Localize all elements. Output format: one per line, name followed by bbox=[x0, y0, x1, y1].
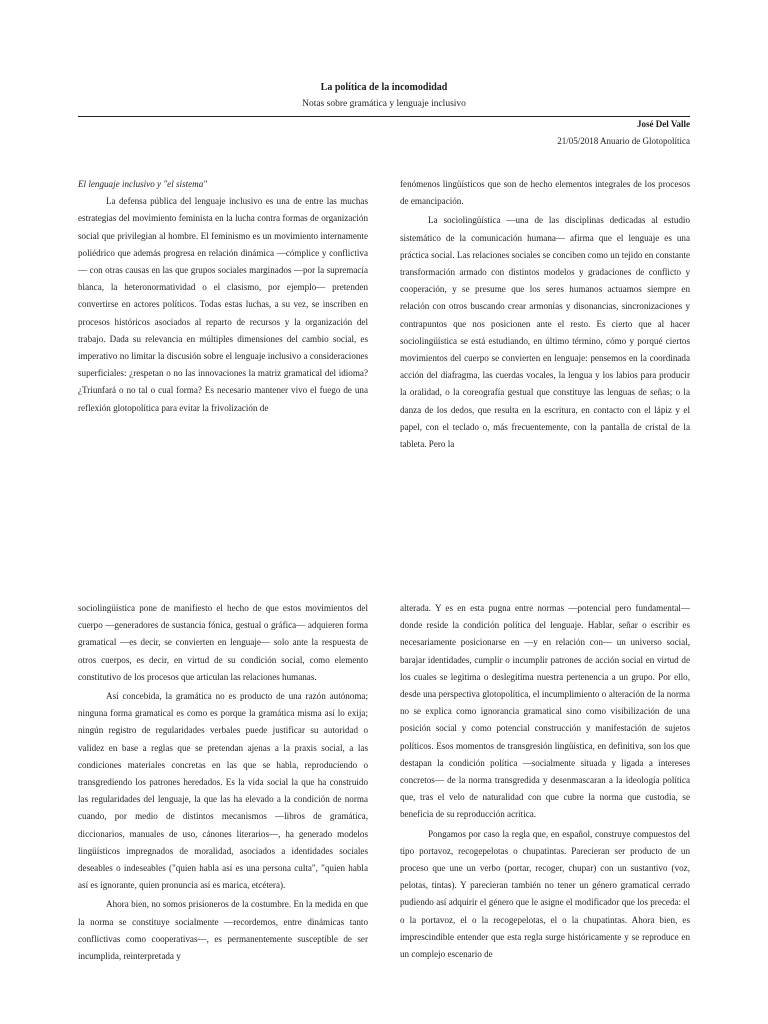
paragraph: Pongamos por caso la regla que, en español, construye compuestos del tipo portavoz, recogepelotas o chupatintas. Parecieran ser producto de un proceso que une un verbo (portar, recoger, chupar) con un sustantivo (voz, pelotas, tintas). Y parecieran también no tener un género gramatical cerrado pudiendo así adquirir el género que le asigne el modificador que los preceda: el o la portavoz, el o la recogepelotas, el o la chupatintas. Ahora bien, es imprescindible entender que esta regla surge históricamente y se reproduce en un complejo escenario de bbox=[400, 828, 690, 960]
document-subtitle: Notas sobre gramática y lenguaje inclusivo bbox=[302, 99, 466, 109]
column-3 bbox=[78, 600, 368, 967]
date-source: 21/05/2018 Anuario de Glotopolítica bbox=[557, 136, 690, 146]
section-heading: El lenguaje inclusivo y "el sistema" bbox=[78, 179, 208, 189]
author-name: José Del Valle bbox=[637, 119, 690, 129]
document-title: La política de la incomodidad bbox=[320, 82, 448, 93]
column-2 bbox=[400, 176, 690, 455]
paragraph: fenómenos lingüísticos que son de hecho elementos integrales de los procesos de emancipación. bbox=[400, 179, 690, 207]
paragraph: Así concebida, la gramática no es producto de una razón autónoma; ninguna forma gramatical es como es porque la gramática misma así lo exija; ningún registro de regularidades verbales puede justificar su autoridad o validez en base a reglas que se pretendan ajenas a la praxis social, a las condiciones materiales concretas en las que se habla, reproduciendo o transgrediendo los patrones heredados. Es la vida social la que ha construido las regularidades del lenguaje, la que las ha elevado a la condición de norma cuando, por medio de distintos mecanismos —libros de gramática, diccionarios, manuales de uso, cánones literarios—, ha generado modelos lingüísticos impregnados de moralidad, asociados a identidades sociales deseables o indeseables ("quien habla así es una persona culta", "quien habla así es ignorante, quien pronuncia así es marica, etcétera). bbox=[78, 691, 368, 891]
paragraph: La defensa pública del lenguaje inclusivo es una de entre las muchas estrategias del movimiento feminista en la lucha contra formas de organización social que privilegian al hombre. El feminismo es un movimiento internamente poliédrico que además progresa en relación dinámica —cómplice y conflictiva— con otras causas en las que grupos sociales marginados —por la supremacía blanca, la heteronormatividad o el clasismo, por ejemplo— pretenden convertirse en actores políticos. Todas estas luchas, a su vez, se inscriben en procesos históricos asociados al reparto de recursos y la organización del trabajo. Dada su relevancia en múltiples dimensiones del cambio social, es imperativo no limitar la discusión sobre el lenguaje inclusivo a consideraciones superficiales: ¿respetan o no las innovaciones la matriz gramatical del idioma? ¿Triunfará o no tal o cual forma? Es necesario mantener vivo el fuego de una reflexión glotopolítica para evitar la frivolización de bbox=[78, 196, 368, 413]
column-1 bbox=[78, 176, 368, 419]
paragraph: alterada. Y es en esta pugna entre normas —potencial pero fundamental— donde reside la condición política del lenguaje. Hablar, señar o escribir es necesariamente posicionarse en —y en relación con— un universo social, barajar identidades, cumplir o incumplir patrones de acción social en virtud de los cuales se legitima o deslegitima nuestra pertenencia a un grupo. Por ello, desde una perspectiva glotopolítica, el incumplimiento o alteración de la norma no se explica como ignorancia gramatical sino como visibilización de una posición social y como potencial construcción y manifestación de sujetos políticos. Esos momentos de transgresión lingüística, en definitiva, son los que destapan la condición política —socialmente situada y ligada a intereses concretos— de la norma transgredida y desenmascaran a la ideología política que, tras el velo de naturalidad con que cubre la norma que custodia, se beneficia de su reproducción acrítica. bbox=[400, 603, 690, 820]
column-4 bbox=[400, 600, 690, 965]
paragraph: sociolingüística pone de manifiesto el hecho de que estos movimientos del cuerpo —generadores de sustancia fónica, gestual o gráfica— adquieren forma gramatical —es decir, se convierten en lenguaje— solo ante la respuesta de otros cuerpos, es decir, en virtud de su condición social, como elemento constitutivo de los procesos que articulan las relaciones humanas. bbox=[78, 603, 368, 682]
header-rule bbox=[78, 116, 690, 117]
paragraph: La sociolingüística —una de las disciplinas dedicadas al estudio sistemático de la comunicación humana— afirma que el lenguaje es una práctica social. Las relaciones sociales se conciben como un tejido en constante transformación armado con distintos modelos y gradaciones de conflicto y cooperación, y se presume que los seres humanos actuamos siempre en relación con otros buscando crear armonías y disonancias, sincronizaciones y contrapuntos que nos posicionen ante el resto. Es cierto que al hacer sociolingüística se está estudiando, en último término, cómo y porqué ciertos movimientos del cuerpo se convierten en lenguaje: pensemos en la coordinada acción del diafragma, las cuerdas vocales, la lengua y los labios para producir la oralidad, o la coreografía gestual que constituye las lenguas de señas; o la danza de los dedos, que resulta en la escritura, en contacto con el lápiz y el papel, con el teclado o, más frecuentemente, con la pantalla de cristal de la tableta. Pero la bbox=[400, 215, 690, 450]
paragraph: Ahora bien, no somos prisioneros de la costumbre. En la medida en que la norma se constituye socialmente —recordemos, entre dinámicas tanto conflictivas como cooperativas—, es permanentemente susceptible de ser incumplida, reinterpretada y bbox=[78, 899, 368, 962]
